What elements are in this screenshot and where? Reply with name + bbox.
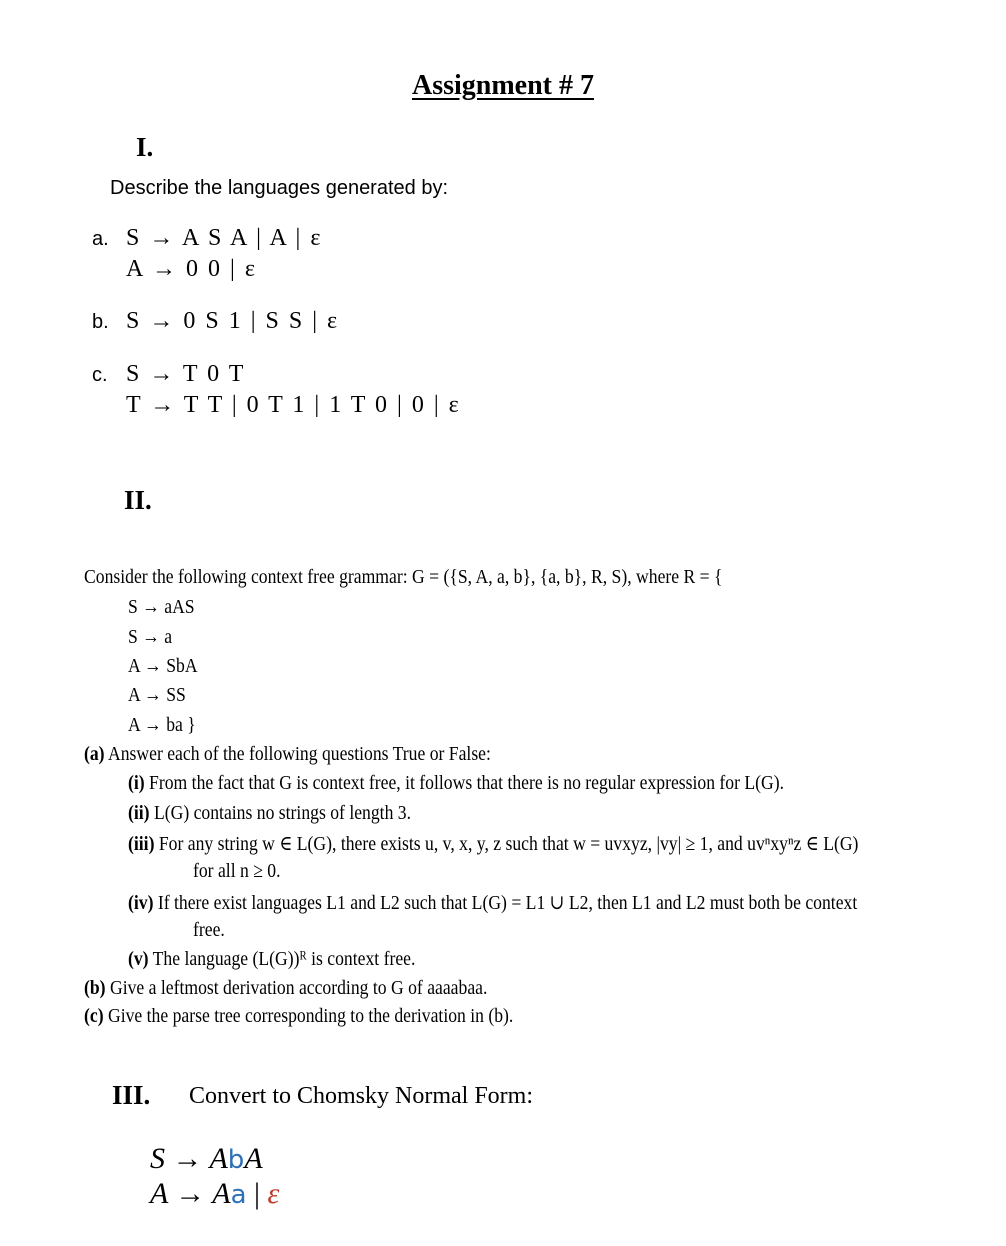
cnf-rule-1: S → AbA	[150, 1142, 263, 1175]
rule-1: S → aAS	[128, 596, 195, 618]
grammar-intro: Consider the following context free grammar: G = ({S, A, a, b}, {a, b}, R, S), where R = {	[84, 566, 723, 588]
item-c-line-2: T → T T | 0 T 1 | 1 T 0 | 0 | ε	[126, 392, 461, 418]
section-3-numeral: III.	[112, 1080, 151, 1110]
question-a: (a) Answer each of the following questions True or False:	[84, 743, 491, 765]
item-b-label: b.	[92, 311, 109, 333]
item-a-line-1: a. S → A S A | A | ε	[92, 225, 323, 251]
item-c-label: c.	[92, 364, 108, 386]
question-a-iv: (iv) If there exist languages L1 and L2 such that L(G) = L1 ∪ L2, then L1 and L2 must both be context	[128, 892, 858, 914]
cnf-rule-2: A → Aa | ε	[150, 1177, 280, 1210]
item-b-line-1: b. S → 0 S 1 | S S | ε	[92, 308, 340, 334]
question-b: (b) Give a leftmost derivation according to G of aaaabaa.	[84, 977, 488, 999]
section-1-instruction: Describe the languages generated by:	[110, 177, 449, 199]
rule-5: A → ba }	[128, 714, 196, 736]
item-c-line-1: c. S → T 0 T	[92, 361, 246, 387]
page-title: Assignment # 7	[411, 70, 594, 101]
rule-4: A → SS	[128, 684, 186, 706]
item-a-line-2: A → 0 0 | ε	[126, 256, 257, 282]
item-a-label: a.	[92, 228, 109, 250]
question-a-ii: (ii) L(G) contains no strings of length 3.	[128, 802, 412, 824]
rule-2: S → a	[128, 626, 173, 648]
section-3-heading: Convert to Chomsky Normal Form:	[189, 1083, 533, 1109]
section-2-numeral: II.	[124, 485, 152, 515]
question-a-iv-cont: free.	[193, 919, 225, 941]
section-1-numeral: I.	[136, 132, 154, 162]
question-a-iii: (iii) For any string w ∈ L(G), there exists u, v, x, y, z such that w = uvxyz, |vy| ≥ 1, and uvⁿxyⁿz ∈ L(G)	[128, 833, 859, 855]
question-a-v: (v) The language (L(G))ᴿ is context free.	[128, 948, 416, 970]
rule-3: A → SbA	[128, 655, 198, 677]
question-a-iii-cont: for all n ≥ 0.	[193, 860, 281, 882]
question-a-i: (i) From the fact that G is context free, it follows that there is no regular expression for L(G).	[128, 772, 785, 794]
question-c: (c) Give the parse tree corresponding to the derivation in (b).	[84, 1005, 514, 1027]
